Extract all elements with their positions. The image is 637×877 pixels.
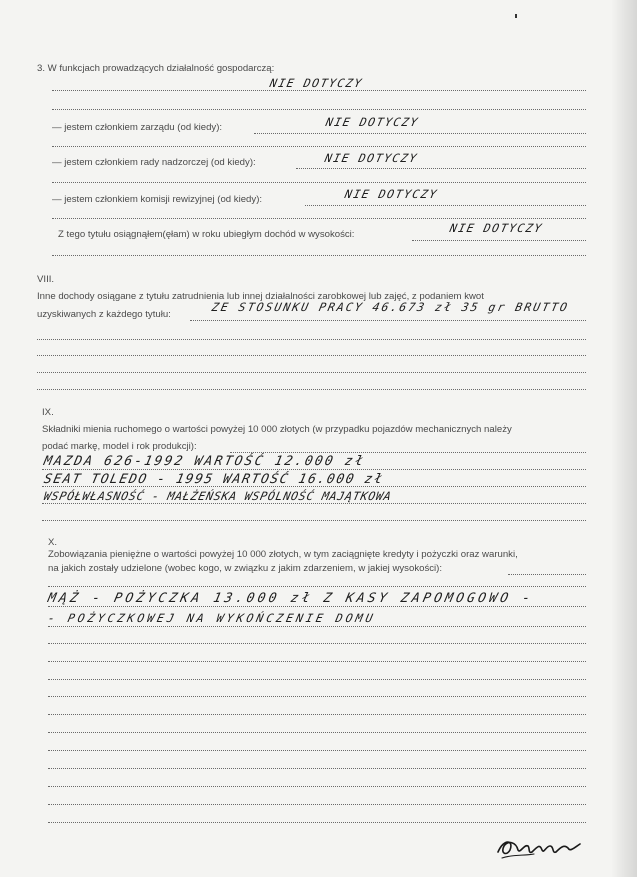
dotted-line <box>52 182 586 183</box>
scan-speck <box>515 14 517 18</box>
handwritten-answer-zarzad: NIE DOTYCZY <box>324 115 421 129</box>
dotted-line <box>412 240 586 241</box>
dotted-line <box>37 389 586 390</box>
dotted-line <box>296 168 586 169</box>
handwritten-answer-9-line3: WSPÓŁWŁASNOŚĆ - MAŁŻEŃSKA WSPÓLNOŚĆ MAJĄTKOWA <box>42 489 394 503</box>
dotted-line <box>48 786 586 787</box>
dotted-line <box>48 822 586 823</box>
section-10-line2: na jakich zostały udzielone (wobec kogo, w związku z jakim zdarzeniem, w jakiej wysokości): <box>48 563 443 574</box>
handwritten-answer-9-line2: SEAT TOLEDO - 1995 WARTOŚĆ 16.000 zł <box>42 472 385 487</box>
dotted-line <box>37 355 586 356</box>
dochod-label: Z tego tytułu osiągnąłem(ęłam) w roku ubiegłym dochód w wysokości: <box>58 229 355 240</box>
zarzad-label: — jestem członkiem zarządu (od kiedy): <box>52 122 223 133</box>
dotted-line <box>48 750 586 751</box>
dotted-line <box>48 586 586 587</box>
dotted-line <box>48 626 586 627</box>
dotted-line <box>230 452 586 453</box>
dotted-line <box>48 768 586 769</box>
section-8-number: VIII. <box>37 274 55 285</box>
dotted-line <box>48 661 586 662</box>
dotted-line <box>52 146 586 147</box>
dotted-line <box>48 732 586 733</box>
dotted-line <box>254 133 586 134</box>
komisja-label: — jestem członkiem komisji rewizyjnej (od kiedy): <box>52 194 263 205</box>
signature <box>494 832 584 862</box>
dotted-line <box>37 372 586 373</box>
dotted-line <box>52 90 586 91</box>
dotted-line <box>48 696 586 697</box>
dotted-line <box>48 606 586 607</box>
dotted-line <box>48 804 586 805</box>
dotted-line <box>190 320 586 321</box>
dotted-line <box>37 339 586 340</box>
handwritten-answer-10-line2: - POŻYCZKOWEJ NA WYKOŃCZENIE DOMU <box>46 611 377 625</box>
handwritten-answer-komisja: NIE DOTYCZY <box>343 187 440 201</box>
dotted-line <box>48 714 586 715</box>
dotted-line <box>42 503 586 504</box>
dotted-line <box>42 520 586 521</box>
dotted-line <box>305 205 586 206</box>
dotted-line <box>48 679 586 680</box>
section-9-number: IX. <box>42 407 54 418</box>
handwritten-answer-9-line1: MAZDA 626-1992 WARTOŚĆ 12.000 zł <box>42 454 367 469</box>
handwritten-answer-dochod: NIE DOTYCZY <box>448 221 545 235</box>
handwritten-answer-rada: NIE DOTYCZY <box>323 151 420 165</box>
dotted-line <box>508 574 586 575</box>
section-3-intro: 3. W funkcjach prowadzących działalność gospodarczą: <box>37 63 275 74</box>
section-9-line2: podać markę, model i rok produkcji): <box>42 441 197 452</box>
dotted-line <box>52 218 586 219</box>
dotted-line <box>48 643 586 644</box>
section-8-line2: uzyskiwanych z każdego tytułu: <box>37 309 171 320</box>
scan-edge-shadow <box>611 0 637 877</box>
dotted-line <box>42 469 586 470</box>
section-10-line1: Zobowiązania pieniężne o wartości powyżej 10 000 złotych, w tym zaciągnięte kredyty i pożyczki oraz warunki, <box>48 549 518 560</box>
dotted-line <box>42 486 586 487</box>
section-9-line1: Składniki mienia ruchomego o wartości powyżej 10 000 złotych (w przypadku pojazdów mechanicznych należy <box>42 424 512 435</box>
handwritten-answer-3-intro: NIE DOTYCZY <box>268 76 365 90</box>
handwritten-answer-8: ZE STOSUNKU PRACY 46.673 zł 35 gr BRUTTO <box>210 300 571 314</box>
dotted-line <box>52 109 586 110</box>
handwritten-answer-10-line1: MĄŻ - POŻYCZKA 13.000 zł Z KASY ZAPOMOGOWO - <box>46 591 535 606</box>
dotted-line <box>52 255 586 256</box>
rada-label: — jestem członkiem rady nadzorczej (od kiedy): <box>52 157 256 168</box>
section-10-number: X. <box>48 537 58 548</box>
section-8-line1: Inne dochody osiągane z tytułu zatrudnienia lub innej działalności zarobkowej lub zajęć, z podaniem kwot <box>37 291 484 302</box>
